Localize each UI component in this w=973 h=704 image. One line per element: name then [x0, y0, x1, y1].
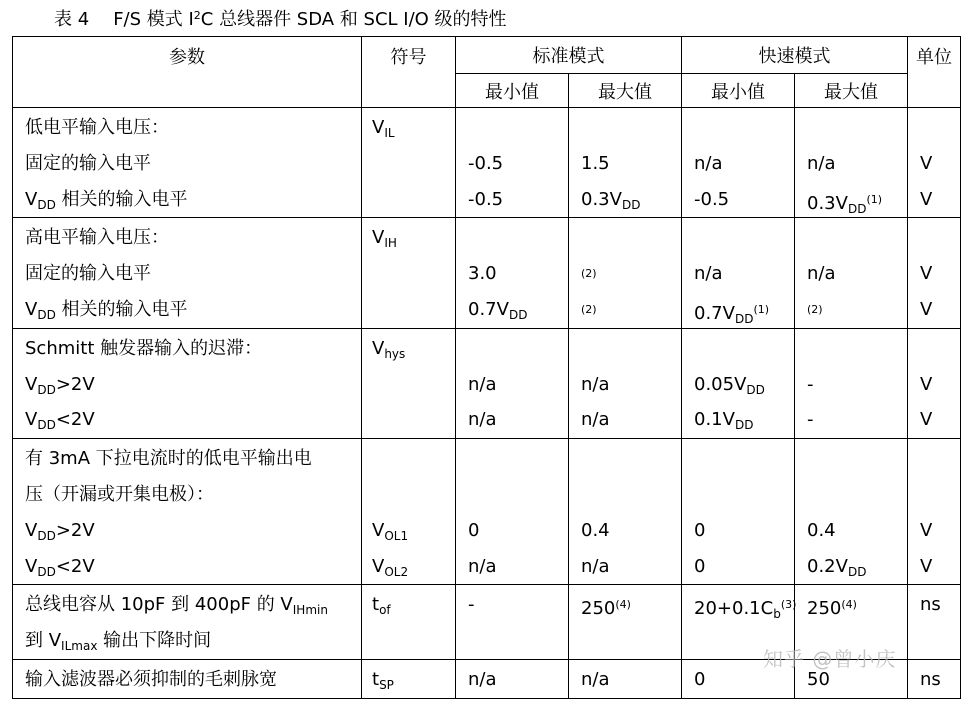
std-min-value: -0.5: [468, 188, 504, 210]
fast-max-value-superscript: (1): [866, 192, 883, 206]
cell-fast-max: [795, 108, 908, 218]
fast-min-value-superscript: (1): [753, 302, 770, 316]
fast-min-value-subscript: DD: [734, 418, 754, 433]
param-text: 低电平输入电压：: [25, 117, 169, 138]
symbol-line: [362, 331, 455, 367]
caption-title-sup: 2: [193, 9, 201, 22]
fast-min-value: n/a: [694, 263, 723, 285]
std-min-line: [456, 331, 568, 367]
unit-line: [908, 220, 960, 256]
param-text: V: [25, 409, 38, 431]
fast-max-footnote: (2): [807, 302, 823, 316]
unit-line: [908, 402, 960, 438]
caption-title-post: C 总线器件 SDA 和 SCL I/O 级的特性: [200, 9, 507, 30]
unit-value: V: [920, 519, 933, 541]
param-subscript: DD: [37, 418, 56, 433]
param-text: 到 V: [25, 630, 62, 652]
fast-min-value-text: 0.7V: [694, 302, 735, 324]
cell-std-max: [569, 659, 682, 698]
unit-line: [908, 477, 960, 513]
unit-value: V: [920, 152, 933, 174]
cell-fast-max: [795, 328, 908, 438]
unit-line: [908, 513, 960, 549]
fast-max-value-subscript: DD: [847, 201, 867, 216]
fast-min-value-superscript: (3): [780, 598, 797, 612]
param-line: [13, 331, 361, 367]
cell-std-max: [569, 328, 682, 438]
std-min-line: [456, 441, 568, 477]
symbol-line: [362, 146, 455, 182]
cell-symbol: [362, 659, 456, 698]
fast-min-value: 0: [694, 555, 706, 577]
param-line: [13, 623, 361, 659]
header-symbol: 符号: [362, 37, 456, 108]
symbol-line: [362, 292, 455, 328]
param-text: 高电平输入电压：: [25, 227, 169, 249]
fast-max-line: [795, 513, 907, 549]
param-line: [13, 146, 361, 182]
std-max-value-superscript: (4): [615, 598, 631, 612]
symbol-line: [362, 477, 455, 513]
fast-min-value-text: 0.05V: [694, 373, 747, 395]
symbol-subscript: of: [379, 603, 391, 618]
param-line: [13, 549, 361, 585]
cell-std-min: [456, 328, 569, 438]
fast-min-value-text: 20+0.1C: [694, 598, 774, 620]
caption-title-pre: F/S 模式 I: [113, 9, 194, 30]
symbol-line: [362, 623, 455, 659]
symbol-line: [362, 549, 455, 585]
param-line: [13, 182, 361, 218]
std-min-value: -0.5: [468, 152, 504, 174]
fast-min-value: n/a: [694, 152, 723, 174]
param-text: >2V: [55, 519, 95, 541]
std-min-line: [456, 623, 568, 659]
cell-std-min: [456, 659, 569, 698]
std-min-value: n/a: [468, 409, 497, 431]
std-max-line: [569, 513, 681, 549]
fast-min-line: [682, 220, 794, 256]
std-max-value: n/a: [581, 409, 610, 431]
fast-min-line: [682, 549, 794, 585]
fast-max-line: [795, 367, 907, 403]
std-max-line: [569, 256, 681, 292]
fast-max-value-text: 0.3V: [807, 192, 848, 214]
unit-line: [908, 367, 960, 403]
std-min-value: n/a: [468, 668, 497, 690]
table-number: 表 4: [54, 9, 90, 30]
fast-max-value: 0.4: [807, 519, 836, 541]
cell-param: [13, 585, 362, 660]
param-line: [13, 662, 361, 698]
fast-min-value-subscript: DD: [746, 382, 765, 397]
fast-min-line: [682, 292, 794, 328]
table-row: [13, 328, 961, 438]
param-text: V: [25, 555, 38, 577]
fast-max-line: [795, 549, 907, 585]
fast-min-line: [682, 441, 794, 477]
std-min-line: [456, 256, 568, 292]
fast-max-value: n/a: [807, 152, 836, 174]
symbol-subscript: IL: [384, 126, 395, 140]
cell-unit: [908, 659, 961, 698]
fast-min-value-subscript: DD: [734, 311, 754, 326]
param-line: [13, 367, 361, 403]
std-min-line: [456, 220, 568, 256]
std-min-line: [456, 292, 568, 328]
fast-max-line: [795, 110, 907, 146]
symbol-line: [362, 441, 455, 477]
header-fast-min: 最小值: [682, 74, 795, 108]
unit-value: V: [920, 373, 933, 395]
std-min-line: [456, 662, 568, 698]
fast-min-line: [682, 146, 794, 182]
cell-fast-min: [682, 439, 795, 585]
symbol-subscript: hys: [384, 346, 406, 361]
std-max-line: [569, 331, 681, 367]
fast-max-value: -: [807, 409, 814, 431]
std-max-line: [569, 110, 681, 146]
param-line: [13, 256, 361, 292]
param-subscript: ILmax: [61, 639, 98, 654]
param-subscript: DD: [37, 307, 56, 322]
std-max-line: [569, 402, 681, 438]
param-text: 相关的输入电平: [55, 298, 188, 320]
unit-line: [908, 587, 960, 623]
std-max-line: [569, 662, 681, 698]
param-text: 压（开漏或开集电极）：: [25, 483, 214, 505]
std-min-value-subscript: DD: [508, 307, 528, 322]
param-text: V: [25, 298, 38, 320]
param-text: >2V: [55, 373, 95, 395]
param-text: 固定的输入电平: [25, 152, 151, 174]
fast-max-value: -: [807, 373, 814, 395]
fast-max-line: [795, 182, 907, 218]
header-unit: 单位: [908, 37, 961, 108]
cell-std-min: [456, 218, 569, 328]
unit-value: V: [920, 555, 933, 577]
fast-max-value: 50: [807, 668, 830, 690]
cell-symbol: [362, 218, 456, 328]
fast-min-value-subscript: b: [773, 607, 781, 622]
symbol-line: [362, 182, 455, 218]
param-line: [13, 441, 361, 477]
fast-min-line: [682, 402, 794, 438]
cell-unit: [908, 439, 961, 585]
fast-max-value: n/a: [807, 263, 836, 285]
fast-max-value-text: 250: [807, 598, 842, 620]
std-max-value-text: 0.3V: [581, 188, 622, 210]
cell-unit: [908, 585, 961, 660]
cell-param: [13, 328, 362, 438]
header-std-min: 最小值: [456, 74, 569, 108]
std-max-value-subscript: DD: [621, 197, 641, 212]
cell-symbol: [362, 328, 456, 438]
std-max-line: [569, 220, 681, 256]
table-caption: [54, 5, 507, 31]
std-max-line: [569, 549, 681, 585]
unit-line: [908, 441, 960, 477]
symbol-text: t: [372, 594, 380, 616]
watermark: 知乎 @曾小庆: [763, 647, 897, 671]
fast-min-line: [682, 477, 794, 513]
cell-fast-min: [682, 218, 795, 328]
cell-param: [13, 439, 362, 585]
unit-line: [908, 549, 960, 585]
param-text: 输入滤波器必须抑制的毛刺脉宽: [25, 668, 277, 690]
fast-max-line: [795, 292, 907, 328]
symbol-line: [362, 402, 455, 438]
unit-value: ns: [920, 668, 941, 690]
characteristics-table: [12, 36, 961, 699]
fast-max-line: [795, 587, 907, 623]
param-text: V: [25, 519, 38, 541]
std-max-value: 0.4: [581, 519, 610, 541]
cell-unit: [908, 328, 961, 438]
unit-line: [908, 110, 960, 146]
cell-std-min: [456, 439, 569, 585]
fast-min-line: [682, 110, 794, 146]
unit-line: [908, 182, 960, 218]
fast-min-value: 0: [694, 668, 706, 690]
header-std-max: 最大值: [569, 74, 682, 108]
fast-max-value-subscript: DD: [847, 564, 867, 579]
param-subscript: DD: [37, 197, 56, 212]
cell-std-min: [456, 585, 569, 660]
unit-value: V: [920, 409, 933, 431]
param-text: V: [25, 188, 38, 210]
std-max-value: n/a: [581, 555, 610, 577]
symbol-subscript: SP: [379, 677, 394, 692]
std-max-line: [569, 146, 681, 182]
unit-line: [908, 146, 960, 182]
cell-symbol: [362, 585, 456, 660]
symbol-text: V: [372, 519, 385, 541]
std-min-line: [456, 367, 568, 403]
fast-min-value: -0.5: [694, 188, 730, 210]
std-max-footnote: (2): [581, 267, 597, 281]
std-min-line: [456, 146, 568, 182]
symbol-text: V: [372, 555, 385, 577]
symbol-text: V: [372, 227, 385, 249]
std-max-line: [569, 292, 681, 328]
fast-max-line: [795, 402, 907, 438]
param-subscript: DD: [37, 382, 56, 397]
cell-param: [13, 659, 362, 698]
param-text: <2V: [55, 555, 95, 577]
fast-max-value-text: 0.2V: [807, 555, 848, 577]
std-max-line: [569, 587, 681, 623]
param-subscript: DD: [37, 564, 56, 579]
unit-line: [908, 292, 960, 328]
std-min-line: [456, 549, 568, 585]
unit-value: V: [920, 188, 933, 210]
fast-max-line: [795, 256, 907, 292]
fast-min-line: [682, 513, 794, 549]
std-max-line: [569, 182, 681, 218]
fast-min-line: [682, 367, 794, 403]
param-text: 总线电容从 10pF 到 400pF 的 V: [25, 594, 293, 616]
header-fast-max: 最大值: [795, 74, 908, 108]
param-line: [13, 110, 361, 146]
param-text: 输出下降时间: [97, 630, 212, 652]
param-line: [13, 477, 361, 513]
fast-max-line: [795, 146, 907, 182]
std-min-line: [456, 587, 568, 623]
param-line: [13, 587, 361, 623]
fast-min-line: [682, 256, 794, 292]
unit-value: ns: [920, 594, 941, 616]
std-min-value: -: [468, 594, 475, 616]
std-min-value: n/a: [468, 555, 497, 577]
param-text: 相关的输入电平: [55, 188, 188, 210]
cell-std-max: [569, 585, 682, 660]
fast-min-value: 0: [694, 519, 706, 541]
cell-unit: [908, 218, 961, 328]
unit-line: [908, 256, 960, 292]
fast-min-line: [682, 331, 794, 367]
symbol-subscript: IH: [384, 236, 397, 251]
param-text: 有 3mA 下拉电流时的低电平输出电: [25, 448, 312, 470]
fast-max-line: [795, 331, 907, 367]
std-max-value: 1.5: [581, 152, 610, 174]
table-row: [13, 218, 961, 328]
fast-min-line: [682, 587, 797, 623]
symbol-line: [362, 587, 455, 623]
header-param: 参数: [13, 37, 362, 108]
std-min-value: n/a: [468, 373, 497, 395]
param-subscript: DD: [37, 528, 56, 543]
table-row: [13, 108, 961, 218]
symbol-line: [362, 220, 455, 256]
cell-std-max: [569, 218, 682, 328]
symbol-line: [362, 513, 455, 549]
symbol-line: [362, 110, 455, 146]
unit-value: V: [920, 263, 933, 285]
symbol-line: [362, 256, 455, 292]
unit-value: V: [920, 298, 933, 320]
table-row: [13, 439, 961, 585]
std-min-value-text: 0.7V: [468, 298, 509, 320]
cell-param: [13, 108, 362, 218]
std-min-line: [456, 477, 568, 513]
param-subscript: IHmin: [292, 603, 328, 618]
std-max-value-text: 250: [581, 598, 616, 620]
fast-max-line: [795, 220, 907, 256]
std-max-line: [569, 477, 681, 513]
std-min-line: [456, 182, 568, 218]
header-fast-mode: 快速模式: [682, 37, 908, 74]
cell-symbol: [362, 439, 456, 585]
std-max-value: n/a: [581, 668, 610, 690]
param-line: [13, 292, 361, 328]
symbol-line: [362, 662, 455, 698]
unit-line: [908, 331, 960, 367]
param-line: [13, 402, 361, 438]
unit-line: [908, 623, 960, 659]
std-min-line: [456, 402, 568, 438]
header-standard-mode: 标准模式: [456, 37, 682, 74]
cell-std-max: [569, 108, 682, 218]
unit-line: [908, 662, 960, 698]
param-text: <2V: [55, 409, 95, 431]
symbol-text: V: [372, 117, 385, 138]
std-max-line: [569, 441, 681, 477]
cell-unit: [908, 108, 961, 218]
std-min-line: [456, 110, 568, 146]
cell-fast-max: [795, 439, 908, 585]
param-text: V: [25, 373, 38, 395]
cell-param: [13, 218, 362, 328]
fast-max-line: [795, 441, 907, 477]
cell-fast-min: [682, 108, 795, 218]
fast-max-value-superscript: (4): [841, 598, 857, 612]
symbol-text: t: [372, 668, 380, 690]
cell-fast-max: [795, 218, 908, 328]
cell-std-max: [569, 439, 682, 585]
std-min-line: [456, 513, 568, 549]
std-max-line: [569, 367, 681, 403]
std-min-value: 3.0: [468, 263, 497, 285]
cell-std-min: [456, 108, 569, 218]
param-line: [13, 513, 361, 549]
param-line: [13, 220, 361, 256]
symbol-subscript: OL2: [384, 564, 409, 579]
fast-min-line: [682, 182, 794, 218]
fast-max-line: [795, 477, 907, 513]
cell-fast-min: [682, 328, 795, 438]
std-max-value: n/a: [581, 373, 610, 395]
std-max-footnote: (2): [581, 302, 597, 316]
symbol-text: V: [372, 337, 385, 359]
symbol-subscript: OL1: [384, 528, 409, 543]
std-max-line: [569, 623, 681, 659]
param-text: 固定的输入电平: [25, 263, 151, 285]
table-body: [13, 108, 961, 699]
cell-symbol: [362, 108, 456, 218]
fast-min-value-text: 0.1V: [694, 409, 735, 431]
param-text: Schmitt 触发器输入的迟滞：: [25, 337, 263, 359]
std-min-value: 0: [468, 519, 480, 541]
symbol-line: [362, 367, 455, 403]
